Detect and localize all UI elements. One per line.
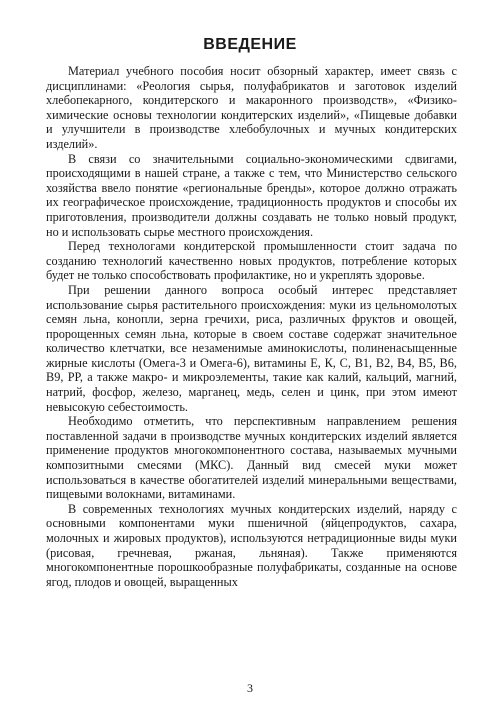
paragraph-4: При решении данного вопроса особый интерес представляет использование сырья растительного происхождения: муки из цельномолотых семян льна, конопли, зерна гречихи, риса, различных фруктов и овощей, пророщенных семян льна, которые в своем составе содержат значительное количество клетчатки, все незаменимые аминокислоты, полиненасыщенные жирные кислоты (Омега-3 и Омега-6), витамины Е, К, С, В1, В2, В4, В5, В6, В9, РР, а также макро- и микроэлементы, такие как калий, кальций, магний, натрий, фосфор, железо, марганец, медь, селен и цинк, при этом имеют невысокую себестоимость.	[46, 282, 457, 414]
paragraph-2: В связи со значительными социально-экономическими сдвигами, происходящими в нашей стране, а также с тем, что Министерство сельского хозяйства ввело понятие «региональные бренды», которое должно отражать их географическое происхождение, традиционность продуктов и способы их приготовления, производители должны создавать не только новый продукт, но и использовать сырье местного происхождения.	[46, 151, 457, 239]
paragraph-3: Перед технологами кондитерской промышленности стоит задача по созданию технологий качественно новых продуктов, потребление которых будет не только способствовать профилактике, но и укреплять здоровье.	[46, 239, 457, 283]
page-number: 3	[247, 681, 253, 695]
paragraph-6: В современных технологиях мучных кондитерских изделий, наряду с основными компонентами муки пшеничной (яйцепродуктов, сахара, молочных и жировых продуктов), используются нетрадиционные виды муки (рисовая, гречневая, ржаная, льняная). Также применяются многокомпонентные порошкообразные полуфабрикаты, созданные на основе ягод, плодов и овощей, выращенных	[46, 501, 457, 589]
paragraph-5: Необходимо отметить, что перспективным направлением решения поставленной задачи в производстве мучных кондитерских изделий является применение продуктов многокомпонентного состава, называемых мучными композитными смесями (МКС). Данный вид смесей муки может использоваться в качестве обогатителей изделий минеральными веществами, пищевыми волокнами, витаминами.	[46, 414, 457, 502]
body-text	[46, 64, 457, 589]
page-title: ВВЕДЕНИЕ	[203, 36, 297, 53]
paragraph-1: Материал учебного пособия носит обзорный характер, имеет связь с дисциплинами: «Реология сырья, полуфабрикатов и заготовок изделий хлебопекарного, кондитерского и макаронного производств», «Физико-химические основы технологии кондитерских изделий», «Пищевые добавки и улучшители в производстве хлебобулочных и мучных кондитерских изделий».	[46, 64, 457, 151]
